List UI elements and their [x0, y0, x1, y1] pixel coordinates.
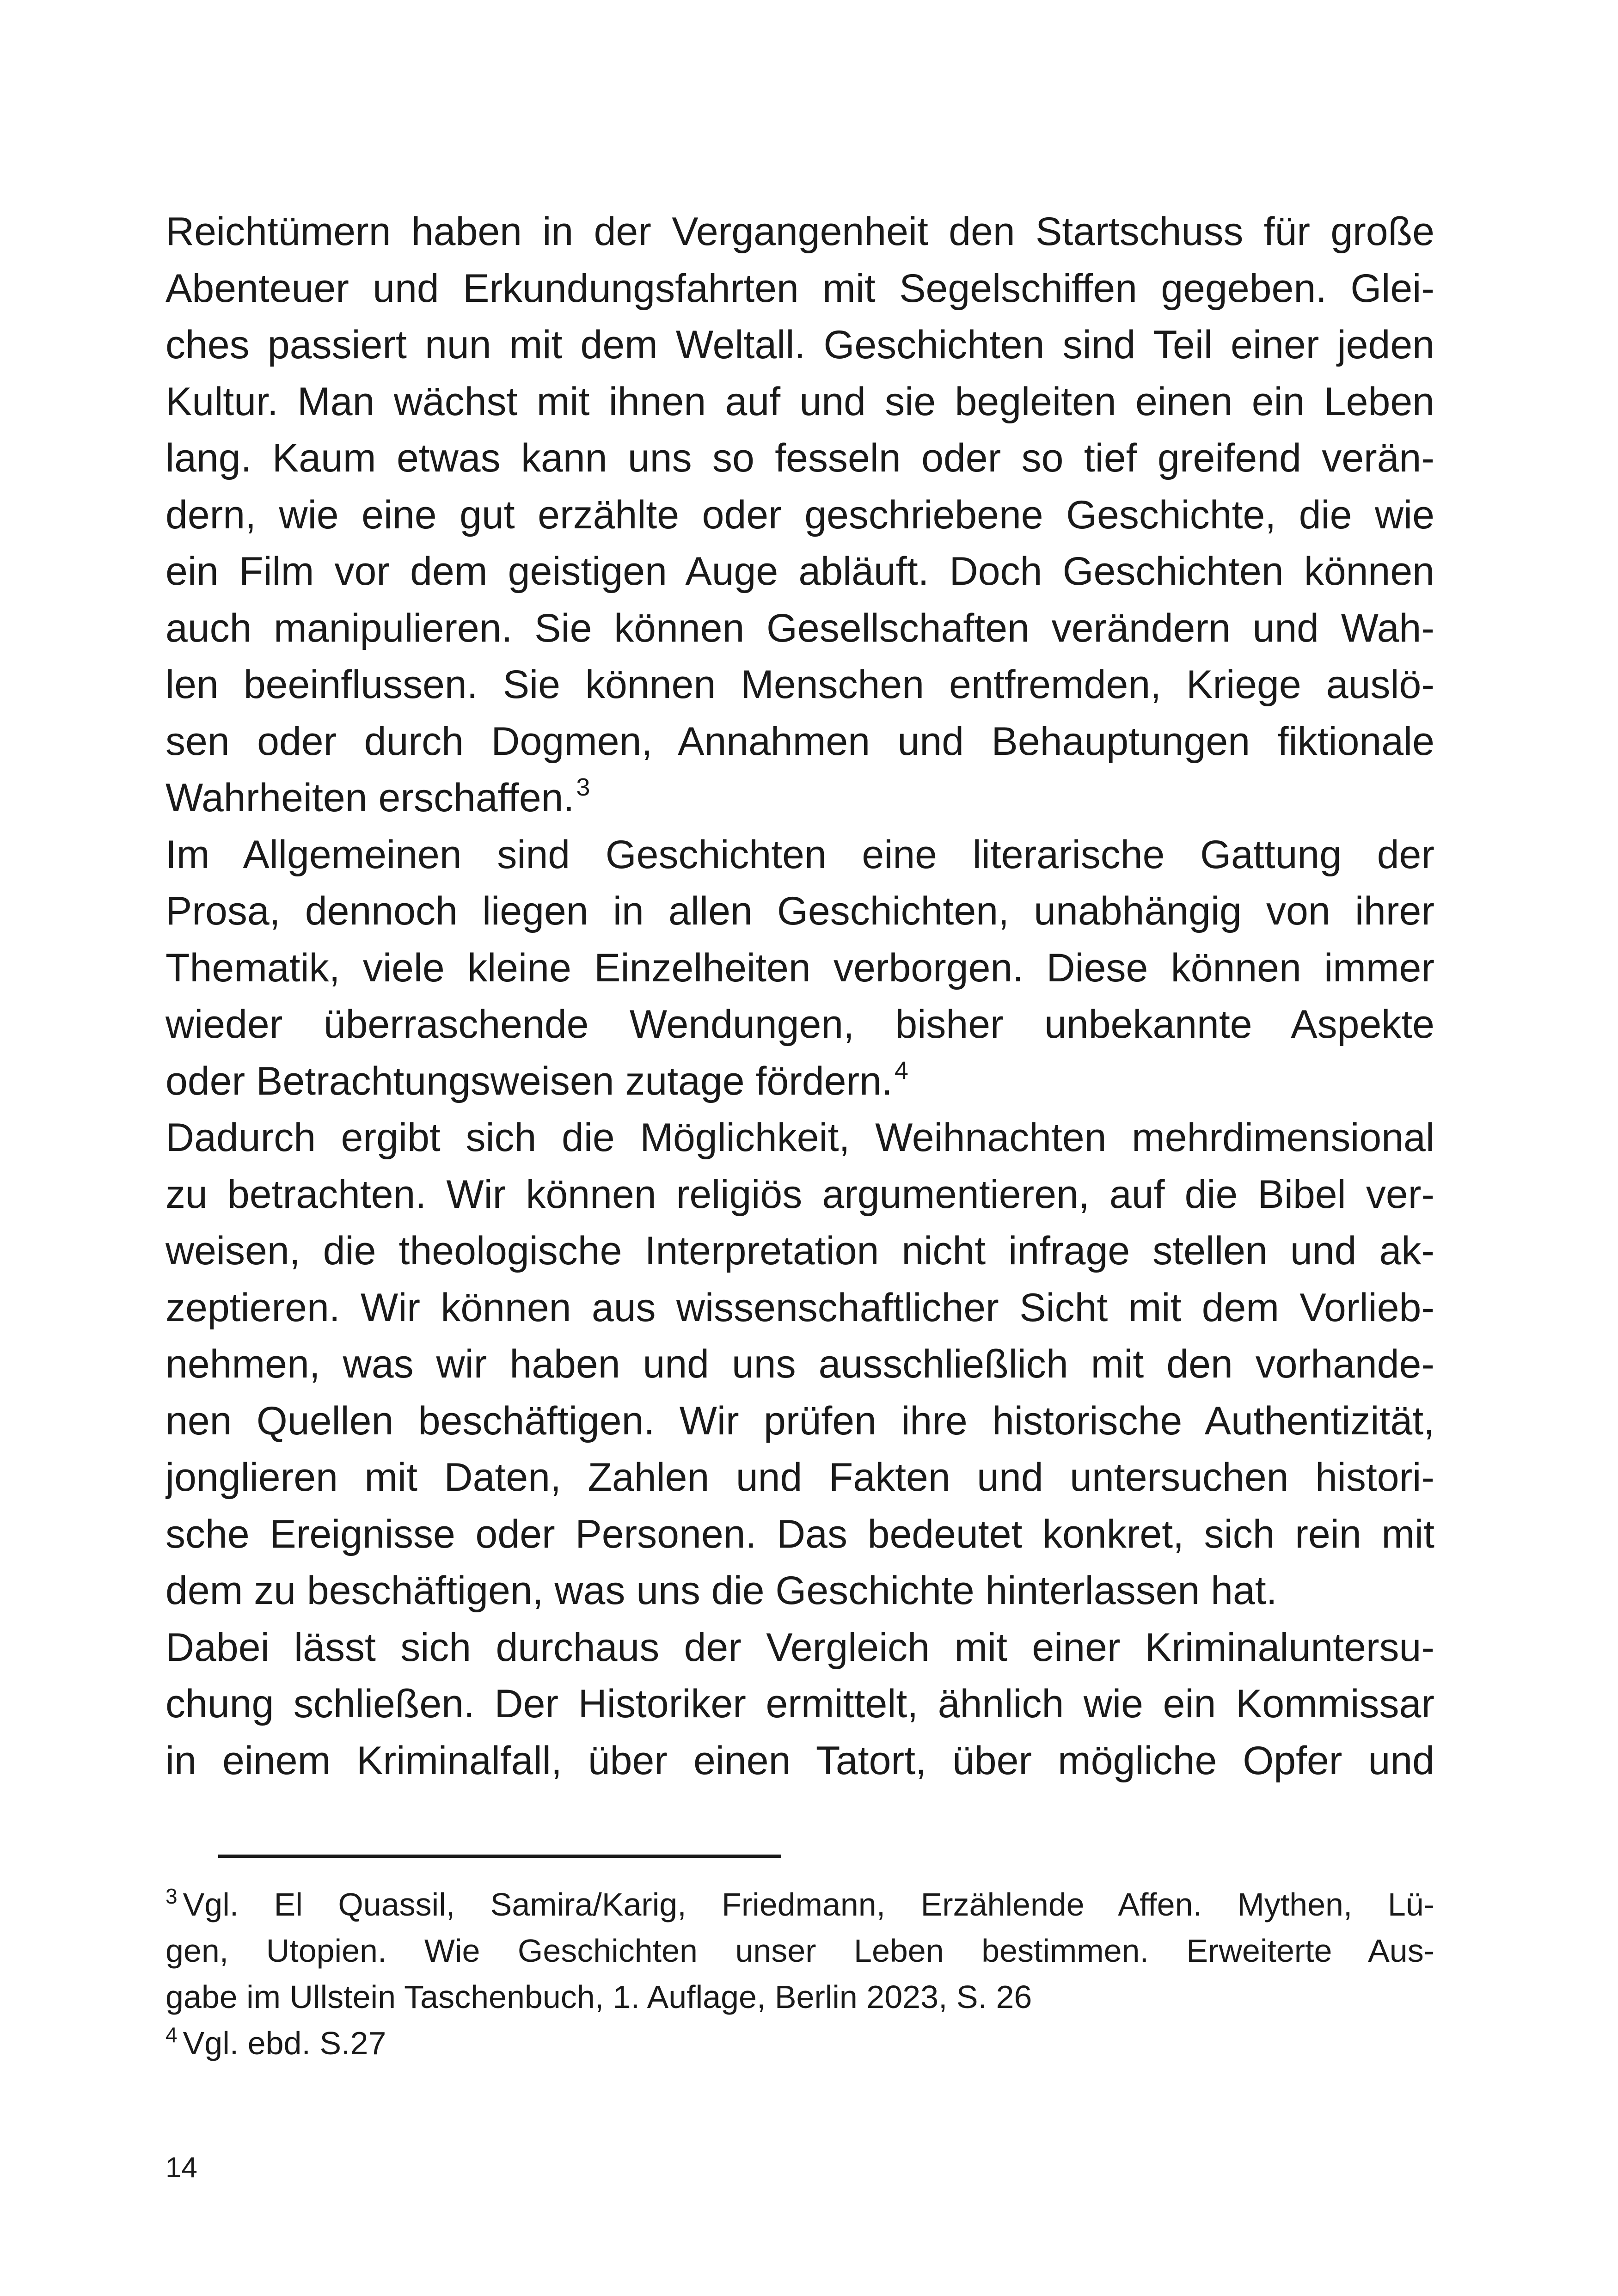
body-line-text: jonglieren mit Daten, Zahlen und Fakten und untersuchen histori- [165, 1455, 1434, 1500]
body-line-text: Im Allgemeinen sind Geschichten eine literarische Gattung der [165, 832, 1434, 877]
body-line-text: ches passiert nun mit dem Weltall. Geschichten sind Teil einer jeden [165, 323, 1434, 367]
body-line-text: nehmen, was wir haben und uns ausschließlich mit den vorhande- [165, 1342, 1434, 1386]
body-text [165, 203, 1434, 1789]
body-line [165, 600, 1434, 657]
footnotes [165, 1881, 1434, 2066]
body-line-text: len beeinflussen. Sie können Menschen entfremden, Kriege auslö- [165, 662, 1434, 707]
body-line [165, 1053, 1434, 1110]
body-line [165, 317, 1434, 373]
body-line-text: Abenteuer und Erkundungsfahrten mit Segelschiffen gegeben. Glei- [165, 266, 1434, 311]
footnote-text: gen, Utopien. Wie Geschichten unser Leben bestimmen. Erweiterte Aus- [165, 1933, 1434, 1969]
body-line [165, 543, 1434, 600]
body-line [165, 940, 1434, 997]
body-line [165, 883, 1434, 940]
body-line [165, 430, 1434, 487]
footnote-text: Vgl. El Quassil, Samira/Karig, Friedmann, Erzählende Affen. Mythen, Lü- [183, 1886, 1434, 1923]
body-line [165, 1506, 1434, 1563]
body-line [165, 1280, 1434, 1336]
body-line [165, 656, 1434, 713]
body-line [165, 827, 1434, 883]
footnote-line [165, 1974, 1434, 2020]
body-line-text: dern, wie eine gut erzählte oder geschriebene Geschichte, die wie [165, 492, 1434, 537]
page-number: 14 [165, 2152, 197, 2184]
body-line [165, 1676, 1434, 1733]
body-line [165, 1109, 1434, 1166]
body-line-text: Reichtümern haben in der Vergangenheit den Startschuss für große [165, 209, 1434, 254]
body-line-text: wieder überraschende Wendungen, bisher unbekannte Aspekte [165, 1002, 1434, 1047]
body-line [165, 996, 1434, 1053]
body-line-text: Prosa, dennoch liegen in allen Geschichten, unabhängig von ihrer [165, 889, 1434, 933]
body-line [165, 1562, 1434, 1619]
body-line-text: dem zu beschäftigen, was uns die Geschichte hinterlassen hat. [165, 1568, 1277, 1613]
footnote-line [165, 1881, 1434, 1928]
body-line [165, 1223, 1434, 1280]
footnote-separator [218, 1855, 781, 1858]
body-line [165, 1166, 1434, 1223]
body-line-text: weisen, die theologische Interpretation nicht infrage stellen und ak- [165, 1229, 1434, 1273]
body-line [165, 1619, 1434, 1676]
body-line-text: zu betrachten. Wir können religiös argumentieren, auf die Bibel ver- [165, 1172, 1434, 1217]
body-line-text: sen oder durch Dogmen, Annahmen und Behauptungen fiktionale [165, 719, 1434, 764]
body-line-text: Dabei lässt sich durchaus der Vergleich mit einer Kriminaluntersu- [165, 1625, 1434, 1670]
footnote-line [165, 1928, 1434, 1974]
footnote-number: 3 [165, 1884, 178, 1908]
body-line [165, 203, 1434, 260]
body-line-text: auch manipulieren. Sie können Gesellschaften verändern und Wah- [165, 606, 1434, 650]
body-line-text: Wahrheiten erschaffen. [165, 776, 575, 820]
body-line-text: Dadurch ergibt sich die Möglichkeit, Weihnachten mehrdimensional [165, 1115, 1434, 1160]
footnote-text: gabe im Ullstein Taschenbuch, 1. Auflage, Berlin 2023, S. 26 [165, 1979, 1032, 2015]
body-line-text: ein Film vor dem geistigen Auge abläuft. Doch Geschichten können [165, 549, 1434, 594]
body-line [165, 1449, 1434, 1506]
body-line [165, 487, 1434, 544]
body-line-text: sche Ereignisse oder Personen. Das bedeutet konkret, sich rein mit [165, 1512, 1434, 1556]
body-line-text: zeptieren. Wir können aus wissenschaftlicher Sicht mit dem Vorlieb- [165, 1285, 1434, 1330]
body-line [165, 1393, 1434, 1450]
body-line-text: in einem Kriminalfall, über einen Tatort, über mögliche Opfer und [165, 1738, 1434, 1783]
footnote-reference: 3 [576, 773, 590, 801]
body-line [165, 373, 1434, 430]
body-line [165, 260, 1434, 317]
body-line [165, 1336, 1434, 1393]
body-line-text: nen Quellen beschäftigen. Wir prüfen ihre historische Authentizität, [165, 1398, 1434, 1443]
footnote-number: 4 [165, 2023, 178, 2047]
body-line-text: Kultur. Man wächst mit ihnen auf und sie begleiten einen ein Leben [165, 379, 1434, 424]
body-line [165, 770, 1434, 827]
body-line-text: lang. Kaum etwas kann uns so fesseln oder so tief greifend verän- [165, 436, 1434, 480]
body-line [165, 1733, 1434, 1789]
body-line-text: chung schließen. Der Historiker ermittelt, ähnlich wie ein Kommissar [165, 1682, 1434, 1726]
body-line-text: oder Betrachtungsweisen zutage fördern. [165, 1059, 893, 1103]
footnote-line [165, 2020, 1434, 2066]
body-line [165, 713, 1434, 770]
footnote-reference: 4 [894, 1056, 908, 1084]
body-line-text: Thematik, viele kleine Einzelheiten verborgen. Diese können immer [165, 945, 1434, 990]
footnote-text: Vgl. ebd. S.27 [183, 2025, 386, 2061]
